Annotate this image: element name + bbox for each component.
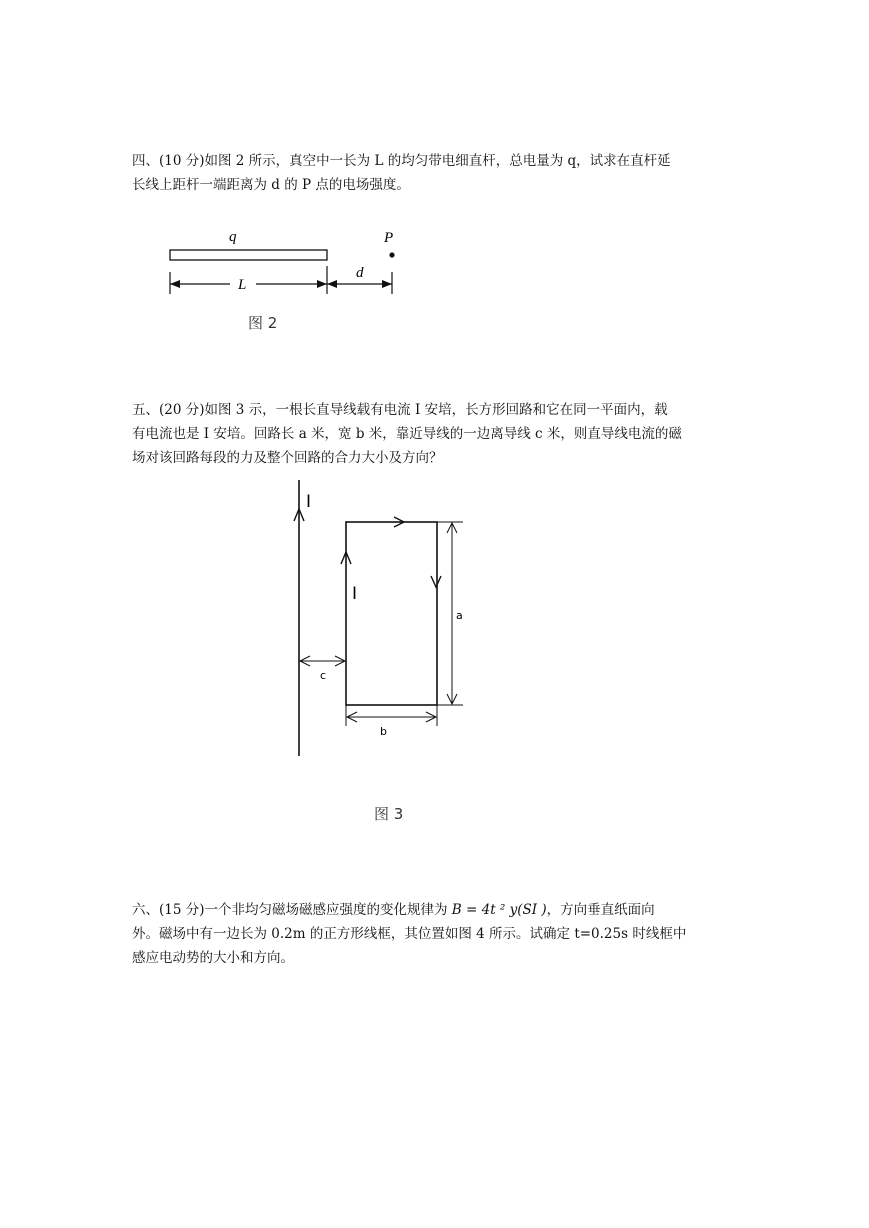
question-6-line-2: 外。磁场中有一边长为 0.2m 的正方形线框，其位置如图 4 所示。试确定 t=0.25s 时线框中 [132,926,687,942]
label-b: b [380,725,387,738]
question-5-line-2: 有电流也是 I 安培。回路长 a 米，宽 b 米，靠近导线的一边离导线 c 米，则直导线电流的磁 [132,426,682,442]
magnetic-field-formula: B = 4t ² y(SI ) [451,902,547,918]
charged-rod [170,250,327,260]
label-c: c [320,669,327,682]
label-a: a [456,609,463,622]
figure-3-caption: 图 3 [374,805,404,823]
question-6-line-1 [132,898,738,922]
label-I-wire: I [306,492,312,512]
label-P: P [384,230,394,246]
label-q: q [229,229,237,245]
question-6-line-1-post: ，方向垂直纸面向 [546,902,655,918]
label-I-loop: I [352,584,358,604]
figure-2-caption: 图 2 [248,314,278,332]
question-4-line-1: 四、(10 分)如图 2 所示，真空中一长为 L 的均匀带电细直杆，总电量为 q，试求在直杆延 [132,153,671,169]
figure-2 [160,222,410,337]
label-L: L [238,277,247,293]
question-5-line-1: 五、(20 分)如图 3 示，一根长直导线载有电流 I 安培，长方形回路和它在同一平面内，载 [132,402,668,418]
question-6-line-1-pre: 六、(15 分)一个非均匀磁场磁感应强度的变化规律为 [132,902,452,918]
label-d: d [356,265,364,281]
rectangular-loop [346,522,437,705]
question-5-line-3: 场对该回路每段的力及整个回路的合力大小及方向？ [132,450,443,466]
question-4-line-2: 长线上距杆一端距离为 d 的 P 点的电场强度。 [132,177,410,193]
question-6-text [132,898,738,970]
question-5-text [132,398,738,470]
loop-arrow-right [431,576,441,587]
figure-3 [280,475,480,830]
question-6-line-3: 感应电动势的大小和方向。 [132,950,294,966]
question-4-text [132,149,738,197]
point-P [389,252,394,257]
